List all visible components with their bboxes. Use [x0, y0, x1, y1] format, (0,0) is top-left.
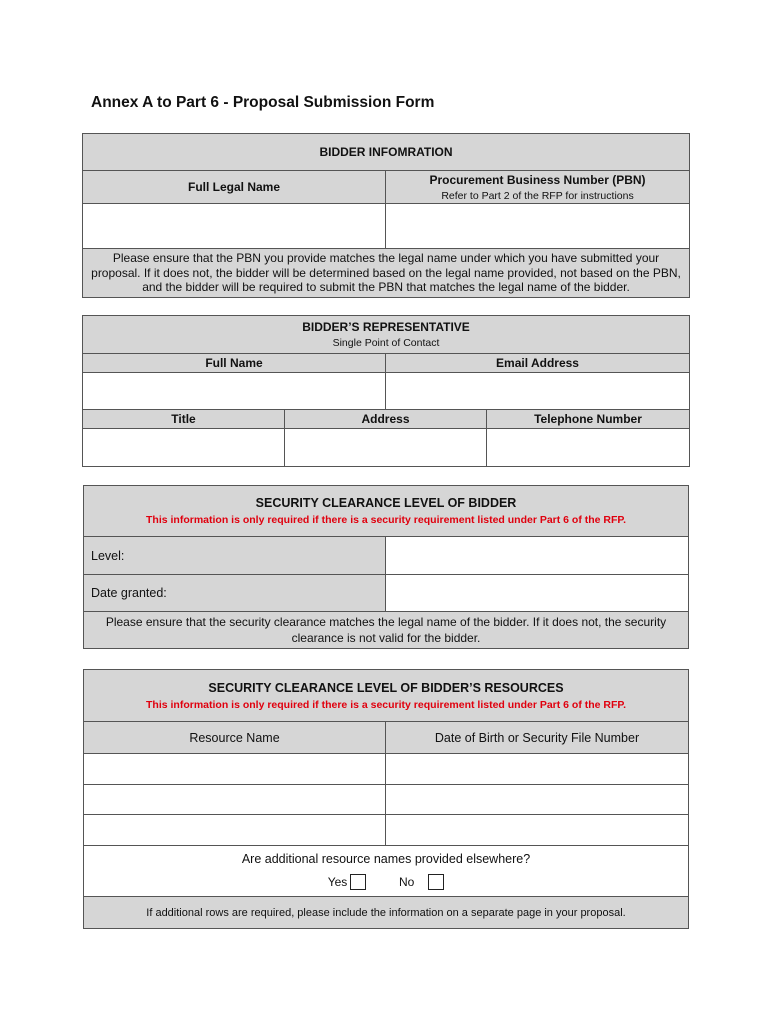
bidder-info-header: BIDDER INFOMRATION [83, 134, 690, 171]
clearance-note: Please ensure that the security clearance matches the legal name of the bidder. If it does not, the security clearance is not valid for the bidder. [84, 612, 689, 649]
yes-no-options [84, 874, 688, 890]
telephone-field[interactable] [487, 429, 690, 467]
bidder-clearance-title: SECURITY CLEARANCE LEVEL OF BIDDER [255, 496, 517, 510]
pbn-note: Please ensure that the PBN you provide matches the legal name under which you have submitted your proposal. If it does not, the bidder will be determined based on the legal name provided, not based on the PBN, and the bidder will be required to submit the PBN that matches the legal name of the bidder. [83, 249, 690, 298]
full-legal-name-field[interactable] [83, 204, 386, 249]
pbn-field[interactable] [386, 204, 690, 249]
dob-field-1[interactable] [386, 754, 689, 785]
title-header: Title [83, 410, 285, 429]
representative-subtitle: Single Point of Contact [332, 337, 440, 349]
resources-clearance-header [84, 670, 689, 722]
resource-name-field-1[interactable] [84, 754, 386, 785]
pbn-header [386, 171, 690, 204]
pbn-header-label: Procurement Business Number (PBN) [429, 172, 646, 187]
resources-clearance-warning: This information is only required if there is a security requirement listed under Part 6 of the RFP. [146, 698, 626, 711]
pbn-header-subtext: Refer to Part 2 of the RFP for instructions [441, 189, 634, 202]
full-name-header: Full Name [83, 354, 386, 373]
email-header: Email Address [386, 354, 690, 373]
bidder-clearance-warning: This information is only required if there is a security requirement listed under Part 6 of the RFP. [146, 514, 626, 526]
resource-name-field-3[interactable] [84, 815, 386, 846]
bidder-information-table [82, 133, 690, 298]
resource-name-header: Resource Name [84, 722, 386, 754]
dob-header: Date of Birth or Security File Number [386, 722, 689, 754]
yes-label: Yes [327, 875, 348, 889]
resources-clearance-table [83, 669, 689, 929]
bidder-clearance-header [84, 486, 689, 537]
address-field[interactable] [285, 429, 487, 467]
clearance-level-label: Level: [84, 537, 386, 575]
telephone-header: Telephone Number [487, 410, 690, 429]
representative-title: BIDDER’S REPRESENTATIVE [302, 320, 470, 334]
email-field[interactable] [386, 373, 690, 410]
additional-resources-question-row [84, 846, 689, 897]
full-name-field[interactable] [83, 373, 386, 410]
representative-table [82, 315, 690, 467]
bidder-clearance-table [83, 485, 689, 649]
representative-header [83, 316, 690, 354]
no-label: No [398, 875, 415, 889]
no-checkbox[interactable] [428, 874, 444, 890]
yes-checkbox[interactable] [350, 874, 366, 890]
date-granted-label: Date granted: [84, 575, 386, 612]
date-granted-field[interactable] [386, 575, 689, 612]
title-field[interactable] [83, 429, 285, 467]
page-title: Annex A to Part 6 - Proposal Submission Form [91, 94, 435, 111]
additional-resources-question: Are additional resource names provided elsewhere? [241, 852, 531, 866]
address-header: Address [285, 410, 487, 429]
dob-field-2[interactable] [386, 785, 689, 815]
clearance-level-field[interactable] [386, 537, 689, 575]
dob-field-3[interactable] [386, 815, 689, 846]
resources-clearance-title: SECURITY CLEARANCE LEVEL OF BIDDER’S RESOURCES [208, 680, 564, 695]
resource-name-field-2[interactable] [84, 785, 386, 815]
additional-rows-note: If additional rows are required, please include the information on a separate page in your proposal. [84, 897, 689, 929]
full-legal-name-header: Full Legal Name [83, 171, 386, 204]
